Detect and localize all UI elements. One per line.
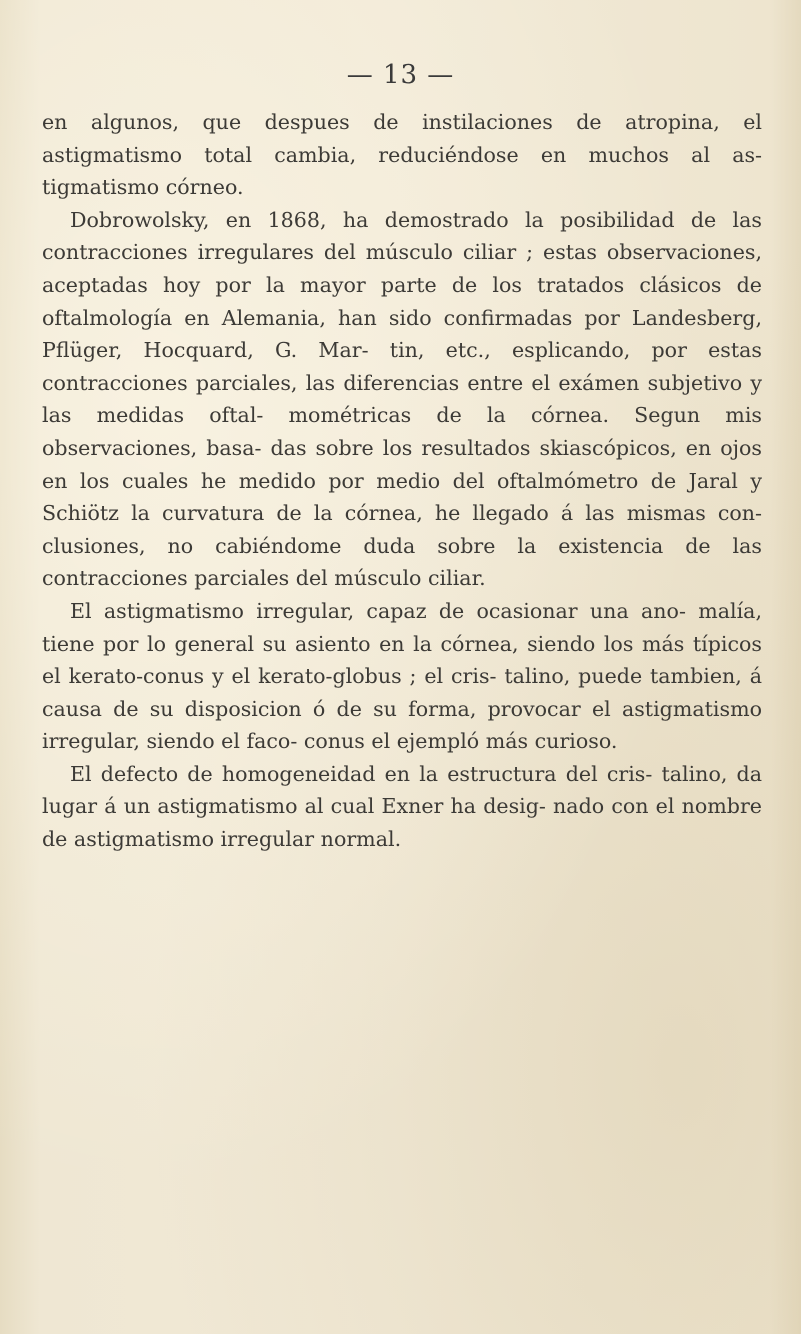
paragraph-1: en algunos, que despues de instilaciones de atropina, el astigmatismo total cambia, reduciéndose en muchos al as- tigmatismo córneo. <box>42 110 762 200</box>
body-text <box>42 106 762 856</box>
paragraph-2: Dobrowolsky, en 1868, ha demostrado la posibilidad de las contracciones irregulares del músculo ciliar ; estas observaciones, aceptadas hoy por la mayor parte de los tratados clásicos de oftalmología en Alemania, han sido confirmadas por Landesberg, Pflüger, Hocquard, G. Mar- tin, etc., esplicando, por estas contracciones parciales, las diferencias entre el exámen subjetivo y las medidas oftal- mométricas de la córnea. Segun mis observaciones, basa- das sobre los resultados skiascópicos, en ojos en los cuales he medido por medio del oftalmómetro de Jaral y Schiötz la curvatura de la córnea, he llegado á las mismas con- clusiones, no cabiéndome duda sobre la existencia de las contracciones parciales del músculo ciliar. <box>42 207 762 591</box>
page-number: — 13 — <box>346 60 455 90</box>
paragraph-4: El defecto de homogeneidad en la estructura del cris- talino, da lugar á un astigmatismo al cual Exner ha desig- nado con el nombre de astigmatismo irregular normal. <box>42 761 762 852</box>
paragraph-3: El astigmatismo irregular, capaz de ocasionar una ano- malía, tiene por lo general su asiento en la córnea, siendo los más típicos el kerato-conus y el kerato-globus ; el cris- talino, puede tambien, á causa de su disposicion ó de su forma, provocar el astigmatismo irregular, siendo el faco- conus el ejempló más curioso. <box>42 598 762 754</box>
